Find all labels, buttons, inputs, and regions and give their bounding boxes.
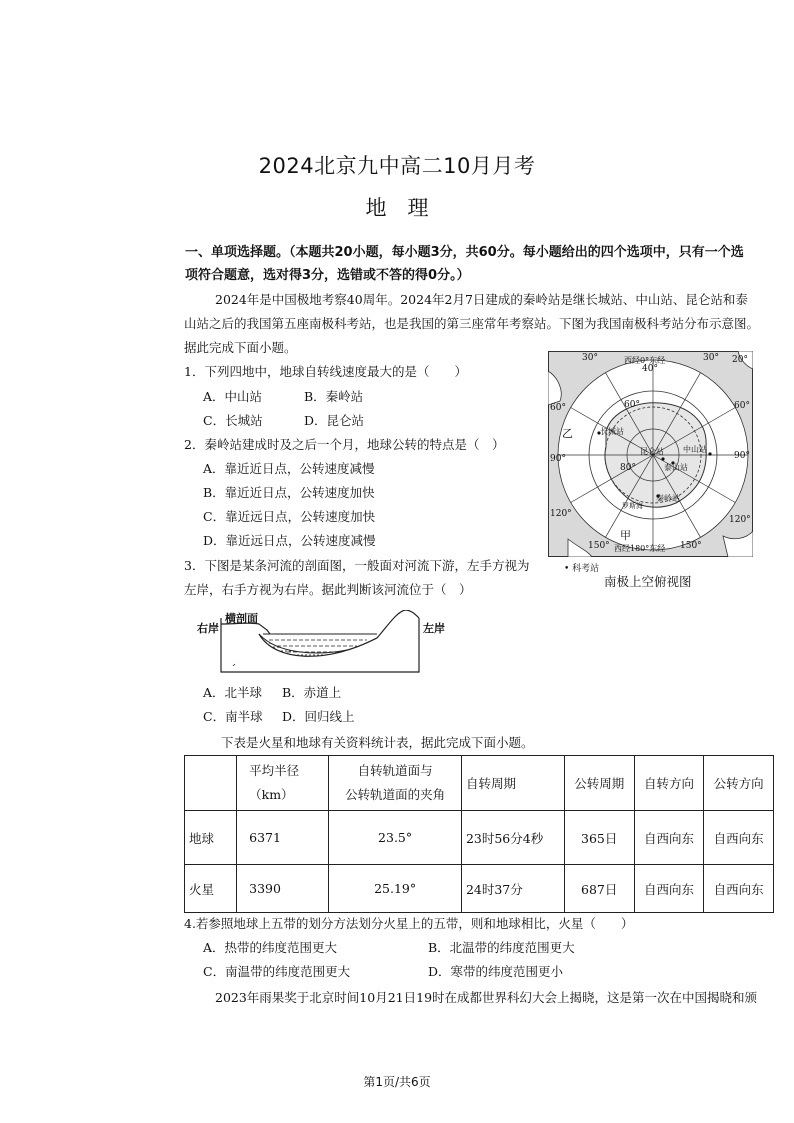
- river-cross-section-figure: [197, 610, 447, 682]
- q4-stem: 4.若参照地球上五带的划分方法划分火星上的五带，则和地球相比，火星（ ）: [184, 916, 634, 931]
- table-header-rotation-direction: 自转方向: [634, 756, 704, 811]
- table-cell-revolution-period: 687日: [564, 865, 634, 913]
- exam-title: 2024北京九中高二10月月考: [258, 154, 536, 178]
- map-legend: • 科考站: [564, 564, 600, 574]
- map-label-60-left: 60°: [550, 403, 566, 413]
- q3-option-b: B．赤道上: [282, 685, 342, 700]
- q3-stem-line-2: 左岸，右手方视为右岸。据此判断该河流位于（ ）: [184, 582, 472, 597]
- map-label-60-right: 60°: [734, 401, 750, 411]
- table-cell-planet: 地球: [185, 811, 237, 865]
- q1-option-a: A．中山站: [203, 389, 263, 404]
- map-label-60-inner: 60°: [624, 400, 640, 410]
- table-header-rotation-period: 自转周期: [461, 756, 564, 811]
- map-label-yi: 乙: [562, 427, 573, 440]
- q4-option-a: A．热带的纬度范围更大: [203, 940, 338, 955]
- q2-option-c: C．靠近远日点，公转速度加快: [203, 509, 376, 524]
- map-label-ross-sea: 罗斯海: [622, 502, 643, 510]
- mars-earth-table: [184, 755, 774, 913]
- river-right-bank-label: 右岸: [197, 622, 219, 635]
- map-label-20: 20°: [732, 355, 748, 365]
- table-row: [185, 811, 774, 865]
- map-label-120-left: 120°: [550, 509, 572, 519]
- map-label-150-right: 150°: [680, 541, 702, 551]
- table-cell-revolution-period: 365日: [564, 811, 634, 865]
- page-number: 第1页/共6页: [363, 1075, 431, 1089]
- map-label-90-left: 90°: [550, 454, 566, 464]
- map-label-80: 80°: [620, 463, 636, 473]
- table-header-row: [185, 756, 774, 811]
- table-cell-planet: 火星: [185, 865, 237, 913]
- map-label-120-right: 120°: [729, 515, 751, 525]
- q3-stem-line-1: 3．下图是某条河流的剖面图，一般面对河流下游，左手方视为: [184, 558, 530, 573]
- q2-stem: 2．秦岭站建成时及之后一个月，地球公转的特点是（ ）: [184, 437, 505, 452]
- map-label-lon-top: 西经0°东经: [624, 356, 666, 365]
- map-label-150-left: 150°: [588, 541, 610, 551]
- antarctic-map-figure: [548, 351, 753, 557]
- q2-option-d: D．靠近远日点，公转速度减慢: [203, 533, 376, 548]
- table-header-revolution-period: 公转周期: [564, 756, 634, 811]
- map-label-qinling: 秦岭站: [656, 494, 680, 503]
- river-left-bank-label: 左岸: [423, 622, 445, 635]
- map-label-kunlun: 昆仑站: [640, 447, 664, 456]
- table-cell-rotation-period: 23时56分4秒: [461, 811, 564, 865]
- map-label-30-right: 30°: [703, 353, 719, 363]
- table-cell-radius: 6371: [237, 811, 329, 865]
- q1-stem: 1．下列四地中，地球自转线速度最大的是（ ）: [184, 364, 467, 379]
- passage-line-2: 山站之后的我国第五座南极科考站，也是我国的第三座常年考察站。下图为我国南极科考站分布示意图。: [184, 316, 760, 331]
- table-cell-rotation-period: 24时37分: [461, 865, 564, 913]
- table-header-radius-line2: （km）: [249, 787, 294, 802]
- passage-line-1: 2024年是中国极地考察40周年。2024年2月7日建成的秦岭站是继长城站、中山站、昆仑站和泰: [215, 292, 748, 307]
- table-cell-revolution-direction: 自西向东: [704, 811, 774, 865]
- river-section-label: 横剖面: [225, 612, 258, 625]
- q2-option-b: B．靠近近日点，公转速度加快: [203, 485, 375, 500]
- section-heading: 一、单项选择题。（本题共20小题，每小题3分，共60分。每小题给出的四个选项中，只有一个选项符合题意，选对得3分，选错或不答的得0分。）: [185, 245, 744, 283]
- table-header-angle-line2: 公转轨道面的夹角: [345, 787, 446, 802]
- table-cell-revolution-direction: 自西向东: [704, 865, 774, 913]
- table-cell-angle: 23.5°: [329, 811, 462, 865]
- passage-line-3: 据此完成下面小题。: [184, 340, 297, 355]
- q3-option-c: C．南半球: [203, 709, 263, 724]
- table-cell-rotation-direction: 自西向东: [634, 811, 704, 865]
- q1-option-b: B．秦岭站: [304, 389, 364, 404]
- q2-option-a: A．靠近近日点，公转速度减慢: [203, 461, 375, 476]
- table-header-revolution-direction: 公转方向: [704, 756, 774, 811]
- table-cell-rotation-direction: 自西向东: [634, 865, 704, 913]
- map-label-90-right: 90°: [734, 451, 750, 461]
- q1-option-c: C．长城站: [203, 413, 263, 428]
- q4-option-c: C．南温带的纬度范围更大: [203, 964, 351, 979]
- map-label-40: 40°: [642, 364, 658, 374]
- table-row: [185, 865, 774, 913]
- table-header-angle: [329, 756, 462, 811]
- table-cell-angle: 25.19°: [329, 865, 462, 913]
- q3-option-d: D．回归线上: [282, 709, 355, 724]
- q4-option-b: B．北温带的纬度范围更大: [428, 940, 575, 955]
- map-label-30-left: 30°: [582, 353, 598, 363]
- map-label-jia: 甲: [620, 529, 631, 542]
- table-header-angle-line1: 自转轨道面与: [357, 763, 433, 778]
- table-header-radius: [237, 756, 329, 811]
- q3-option-a: A．北半球: [203, 685, 263, 700]
- map-label-lon-bottom: 西经180°东经: [614, 544, 666, 553]
- table-intro: 下表是火星和地球有关资料统计表，据此完成下面小题。: [221, 735, 534, 750]
- passage-2-line-1: 2023年雨果奖于北京时间10月21日19时在成都世界科幻大会上揭晓，这是第一次在中国揭晓和颁: [215, 990, 758, 1005]
- q1-option-d: D．昆仑站: [304, 413, 365, 428]
- q4-option-d: D．寒带的纬度范围更小: [428, 964, 564, 979]
- table-cell-radius: 3390: [237, 865, 329, 913]
- map-label-changcheng: 长城站: [600, 427, 624, 436]
- map-label-taishan: 泰山站: [664, 463, 688, 472]
- subject-title: 地 理: [365, 196, 429, 220]
- table-header-radius-line1: 平均半径: [249, 763, 300, 778]
- map-label-zhongshan: 中山站: [683, 445, 707, 454]
- table-header-empty: [185, 756, 237, 811]
- map-caption: 南极上空俯视图: [604, 574, 692, 589]
